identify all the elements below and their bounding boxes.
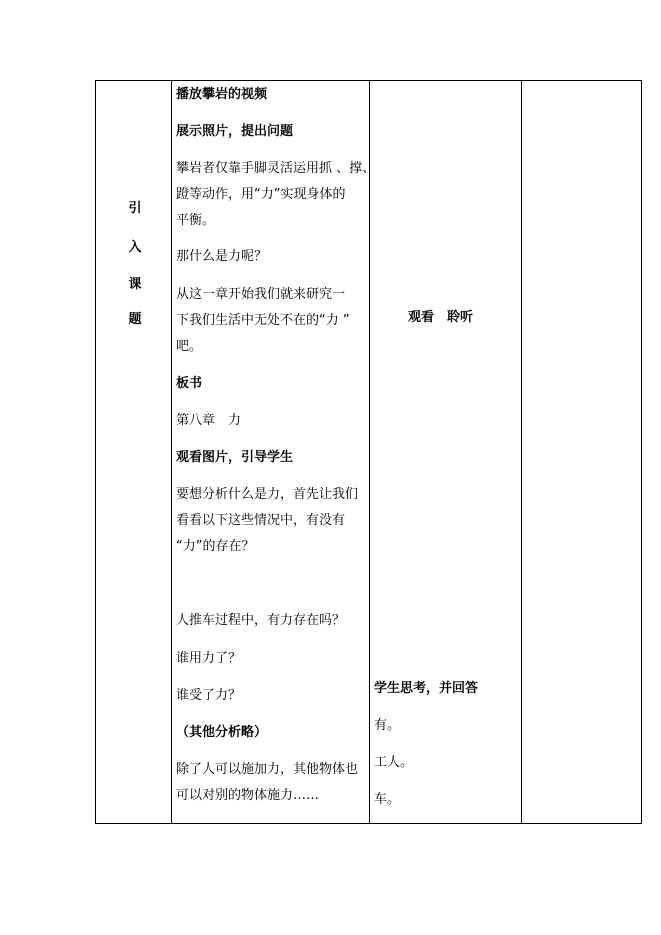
heading-view-pictures: 观看图片，引导学生 — [176, 450, 294, 465]
note-other-analysis: （其他分析略） — [176, 725, 268, 740]
answer-cart: 车。 — [374, 792, 401, 807]
student-watch-listen: 观看 聆听 — [408, 310, 474, 325]
heading-show-photo: 展示照片，提出问题 — [176, 124, 294, 139]
answer-yes: 有。 — [374, 718, 401, 733]
paragraph-line: 下我们生活中无处不在的“力 ” — [176, 313, 350, 328]
question-who-received: 谁受了力？ — [176, 688, 242, 703]
heading-board-writing: 板书 — [176, 376, 203, 391]
question-who-applied: 谁用力了？ — [176, 651, 242, 666]
answer-worker: 工人。 — [374, 755, 414, 770]
paragraph-line: 要想分析什么是力，首先让我们 — [176, 487, 359, 502]
topic-char-3: 课 — [128, 277, 142, 292]
paragraph-line: 看看以下这些情况中，有没有 — [176, 513, 346, 528]
topic-char-1: 引 — [128, 201, 142, 216]
heading-play-video: 播放攀岩的视频 — [176, 87, 268, 102]
paragraph-line: 平衡。 — [176, 213, 216, 228]
topic-char-4: 题 — [128, 312, 142, 327]
chapter-title: 第八章 力 — [176, 413, 242, 428]
topic-char-2: 入 — [128, 240, 142, 255]
question-what-is-force: 那什么是力呢？ — [176, 249, 268, 264]
column-divider — [369, 81, 370, 823]
paragraph-line: 攀岩者仅靠手脚灵活运用抓 、撑、 — [176, 161, 376, 176]
column-divider — [521, 81, 522, 823]
paragraph-line: 蹬等动作，用“力”实现身体的 — [176, 187, 346, 202]
question-push-cart: 人推车过程中，有力存在吗？ — [176, 613, 346, 628]
student-think-answer: 学生思考，并回答 — [374, 681, 479, 696]
paragraph-line: “力”的存在？ — [176, 539, 255, 554]
paragraph-line: 可以对别的物体施力…… — [176, 788, 320, 803]
paragraph-line: 从这一章开始我们就来研究一 — [176, 287, 346, 302]
paragraph-line: 吧。 — [176, 339, 203, 354]
column-divider — [171, 81, 172, 823]
paragraph-line: 除了人可以施加力，其他物体也 — [176, 762, 359, 777]
